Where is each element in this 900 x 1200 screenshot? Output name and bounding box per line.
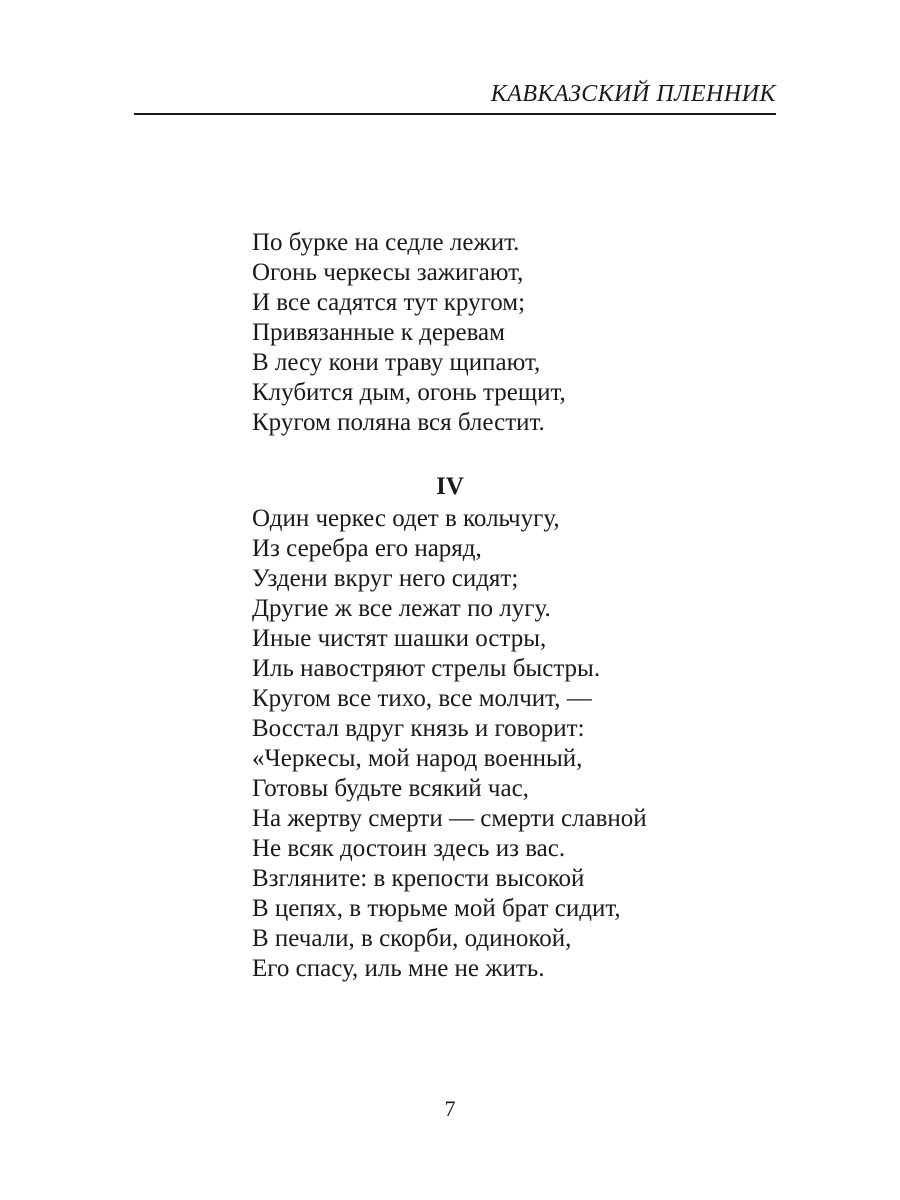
verse-line: «Черкесы, мой народ военный, (252, 745, 583, 772)
verse-line: В цепях, в тюрьме мой брат сидит, (252, 895, 621, 922)
verse-line: Кругом все тихо, все молчит, — (252, 685, 592, 712)
verse-line: Один черкес одет в кольчугу, (252, 505, 560, 532)
verse-line: Не всяк достоин здесь из вас. (252, 835, 566, 862)
verse-line: Привязанные к деревам (252, 319, 505, 346)
verse-line: Восстал вдруг князь и говорит: (252, 715, 585, 742)
stanza-2 (252, 504, 647, 984)
section-number: IV (436, 473, 464, 500)
verse-line: И все садятся тут кругом; (252, 289, 526, 316)
verse-line: Готовы будьте всякий час, (252, 775, 529, 802)
verse-line: Клубится дым, огонь трещит, (252, 379, 566, 406)
stanza-1 (252, 228, 566, 438)
verse-line: Иль навостряют стрелы быстры. (252, 655, 601, 682)
verse-line: По бурке на седле лежит. (252, 229, 520, 256)
verse-line: В печали, в скорби, одинокой, (252, 925, 572, 952)
verse-line: Кругом поляна вся блестит. (252, 409, 545, 436)
running-head-title: КАВКАЗСКИЙ ПЛЕННИК (490, 81, 776, 107)
verse-line: На жертву смерти — смерти славной (252, 805, 647, 832)
verse-line: Его спасу, иль мне не жить. (252, 955, 545, 982)
verse-line: Уздени вкруг него сидят; (252, 565, 519, 592)
verse-line: Огонь черкесы зажигают, (252, 259, 524, 286)
verse-line: Иные чистят шашки остры, (252, 625, 547, 652)
verse-line: В лесу кони траву щипают, (252, 349, 541, 376)
header-rule (134, 113, 776, 115)
verse-line: Другие ж все лежат по лугу. (252, 595, 551, 622)
verse-line: Взгляните: в крепости высокой (252, 865, 585, 892)
verse-line: Из серебра его наряд, (252, 535, 482, 562)
page-number: 7 (444, 1096, 456, 1121)
